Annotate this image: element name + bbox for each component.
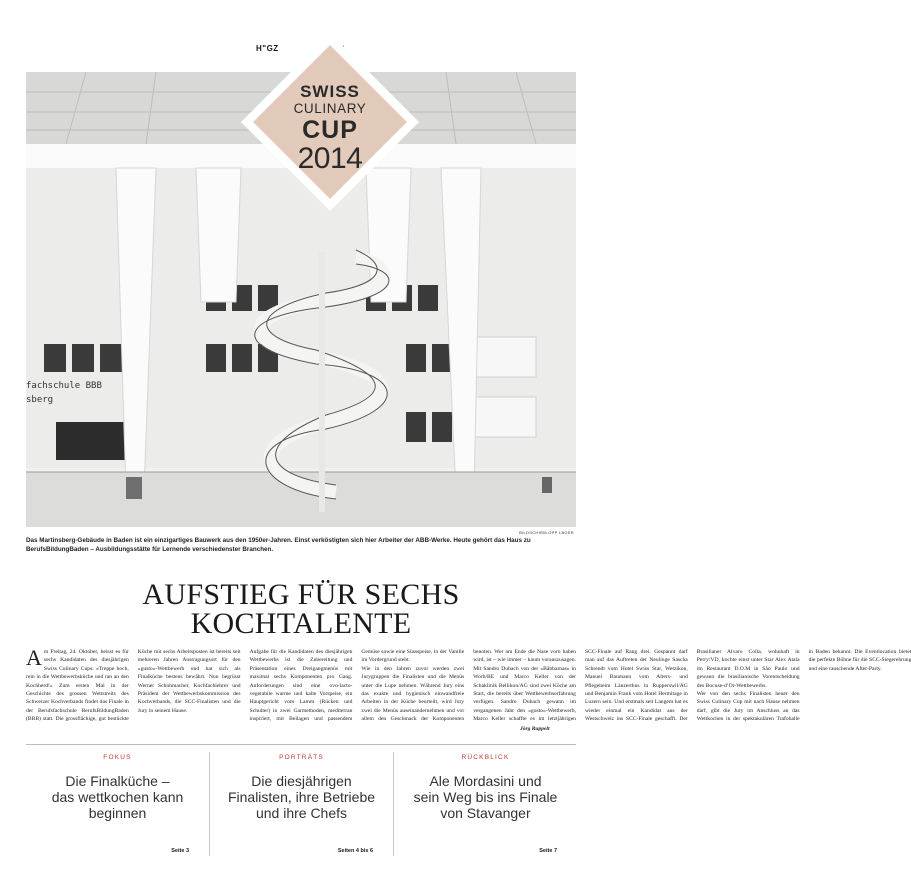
article-paragraph-3: Wie in den Jahren zuvor werden zwei Jurygruppen die Finalisten und die Menüs unter die Lupe nehmen. Während Jury eins das exakte und hygienisch einwandfreie Arbeiten in der Küche beurteilt, wird Jury zwei die Menüs auseinandernehmen und vor allem den Geschmack der Komponenten benoten. Wer am Ende die Nase vorn haben wird, ist – wie immer – kaum vorauszusagen. Mit Sandro Dubach von der «Bäbbarnas» in Worb/BE und Marco Keller von der Schaklinik Bellikon/AG sind zwei Köche am Start, die bereits über Wettbewerbserfahrung verfügen. Sandro Dubach gewann im vergangenen Jahr den «gusto»-Wettbewerb, Marco Keller schaffte es im letztjährigen SCC-Finale auf Rang drei. Gespannt darf man auf das Auftreten der Neulinge Sascha Schrendt vom Hotel Swiss Star, Wetzikon, Manuel Baumann vom Alters- und Pflegeheim Länzerthus in Rupperswil/AG und Benjamin Frank vom Hotel Hermitage in Luzern sein. Und erstmals seit Langem hat es wieder einmal ein Kandidat aus der Westschweiz ins SCC-Finale geschafft. Der Brasilianer Alvaro Colla, wohnhaft in Perry/VD, kochte einst unter Star Alex Atala im Restaurant D.O.M in São Paulo und gewann die brasilianische Vorentscheidung des Bocuse-d’Or-Wettbewerbs. bbox=[361, 649, 800, 723]
teaser-line: und ihre Chefs bbox=[255, 805, 348, 821]
badge-year: 2014 bbox=[297, 142, 363, 175]
photo-credit: BILDSCHIRM.OPP LÄGER bbox=[519, 530, 574, 535]
badge-culinary: CULINARY bbox=[293, 101, 367, 116]
teaser-divider bbox=[26, 744, 576, 745]
teaser-line: Die Finalküche – bbox=[65, 773, 170, 789]
teaser-headline bbox=[210, 773, 393, 821]
article-paragraph-2: Aufgabe für die Kandidaten des diesjährigen Wettbewerbs ist die Zubereitung und Präsentation eines Dreigangmenüs mit maximal sechs Komponenten pro Gang. Anforderungen sind eine ovo-lacto-vegetabile warme und kalte Vorspeise, ein Hauptgericht vom Lamm (Rücken und Schulter) in zwei Garmethoden, mediterran inspiriert, mit Beilagen und passendem Gemüse sowie eine Süssspeise, in der Vanille im Vordergrund steht. bbox=[249, 649, 465, 723]
headline-line-2: KOCHTALENTE bbox=[190, 607, 412, 640]
teaser-line: Finalisten, ihre Betriebe bbox=[227, 789, 376, 805]
teaser-line: sein Weg bis ins Finale bbox=[413, 789, 558, 805]
teaser-fokus[interactable] bbox=[26, 750, 209, 860]
article-text-1: m Freitag, 24. Oktober, heisst es für sechs Kandidaten des diesjährigen Swiss Culinary Cups: «Treppe hoch, rein in die Wettbewerbsküche und ran an den Kochherd!» Zum ersten Mal in der Geschichte des grossen Wettstreits des Schweizer Kochverbands findet das Finale in der Berufsfachschule BerufsBildungBaden (BBB) statt. Die grossflächige, gut bestückte Küche mit sechs Arbeitsposten ist bereits seit mehreren Jahren Austragungsort für den «gusto»-Wettbewerb und hat sich als Finalküche bestens bewährt. Nun begrüsst Werner Schuhmacher, Kochfachlehrer und Präsident der Wettbewerbskommission des Kochverbands, die SCC-Finalisten und die Jury in seinem Hause. bbox=[26, 649, 241, 723]
teaser-line: beginnen bbox=[88, 805, 147, 821]
badge-swiss: SWISS bbox=[300, 82, 360, 101]
teaser-page-ref: Seite 7 bbox=[539, 848, 557, 854]
article-paragraph-1 bbox=[26, 645, 241, 728]
teaser-line: von Stavanger bbox=[440, 805, 531, 821]
article-author: Jörg Ruppelt bbox=[520, 726, 550, 732]
teaser-line: das wettkochen kann bbox=[51, 789, 184, 805]
drop-cap: A bbox=[26, 645, 42, 670]
teaser-line: Die diesjährigen bbox=[251, 773, 352, 789]
building-sign-2: sberg bbox=[26, 395, 54, 405]
teaser-line: Ale Mordasini und bbox=[429, 773, 542, 789]
building-sign: fachschule BBB bbox=[26, 381, 102, 391]
article-body bbox=[26, 645, 911, 728]
teaser-kicker: FOKUS bbox=[103, 754, 132, 761]
teaser-page-ref: Seite 3 bbox=[171, 848, 189, 854]
article-paragraph-4: Wer von den sechs Finalisten heuer den Swiss Culinary Cup mit nach Hause nehmen darf, gibt die Jury im Anschluss an das Wettkochen in der spektakulären Trafohalle in Baden bekannt. Die Eventlocation bietet die perfekte Bühne für die SCC-Siegerehrung und eine rauschende After-Party. bbox=[696, 649, 911, 723]
badge-text bbox=[238, 30, 422, 214]
photo-caption: Das Martinsberg-Gebäude in Baden ist ein einzigartiges Bauwerk aus den 1950er-Jahren. Einst verköstigten sich hier Arbeiter der ABB-Werke. Heute gehört das Haus zu BerufsBildungBaden – Ausbildungsstätte für Lernende verschiedenster Branchen. bbox=[26, 537, 531, 553]
teaser-kicker: PORTRÄTS bbox=[279, 754, 324, 761]
teaser-headline bbox=[394, 773, 577, 821]
headline-line-1: AUFSTIEG FÜR SECHS bbox=[142, 578, 460, 611]
teaser-portraets[interactable] bbox=[210, 750, 393, 860]
badge-cup: CUP bbox=[302, 116, 358, 144]
headline bbox=[26, 580, 576, 638]
teaser-kicker: RÜCKBLICK bbox=[461, 754, 510, 761]
teaser-headline bbox=[26, 773, 209, 821]
teaser-rueckblick[interactable] bbox=[394, 750, 577, 860]
teaser-page-ref: Seiten 4 bis 6 bbox=[337, 848, 373, 854]
masthead-logo: H"GZ bbox=[256, 44, 279, 53]
